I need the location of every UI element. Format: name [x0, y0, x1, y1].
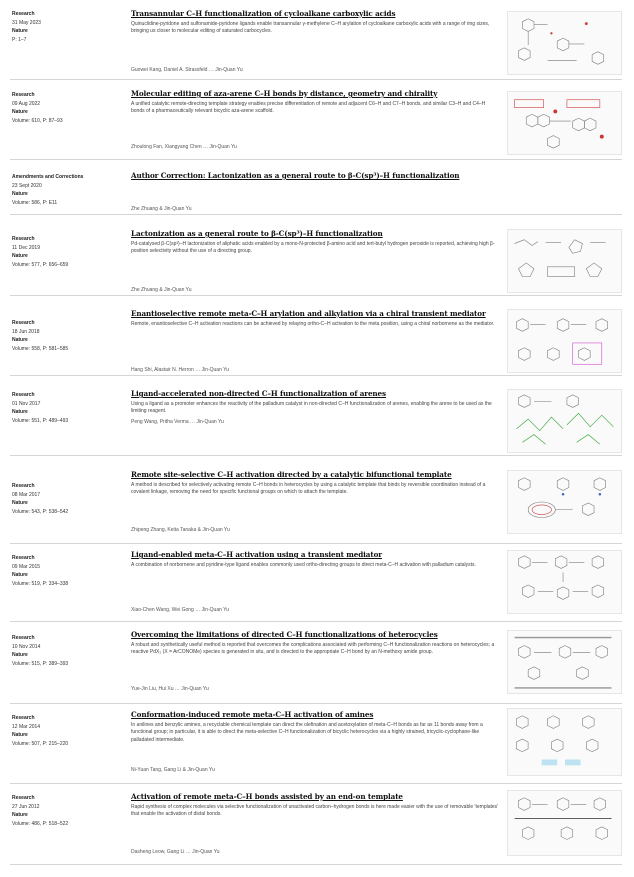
volume-pages: Volume: 519, P: 334–338 [12, 580, 69, 587]
article-item [10, 169, 622, 215]
volume-pages: Volume: 486, P: 518–522 [12, 820, 69, 827]
publish-date: 23 Sept 2020 [12, 182, 42, 189]
article-authors: Yue-Jin Liu, Hui Xu … Jin-Quan Yu [131, 686, 209, 692]
article-title-link[interactable]: Ligand-accelerated non-directed C–H functionalization of arenes [131, 389, 386, 398]
article-summary: Quinuclidine-pyridone and sulfonamide-pyridone ligands enable transannular γ-methylene C–H arylation of cycloalkane carboxylic acids with a range of ring sizes, bringing us closer to molecular editing of saturated carbocycles. [131, 21, 490, 35]
article-type: Research [12, 392, 35, 398]
article-summary: A method is described for selectively activating remote C–H bonds in heterocycles by using a catalytic template that binds by reversible coordination instead of a covalent linkage, removing the need for specific functional groups on which to attach the template. [131, 482, 486, 496]
article-authors: Zhe Zhuang & Jin-Quan Yu [131, 206, 192, 212]
volume-pages: Volume: 507, P: 215–220 [12, 740, 69, 747]
volume-pages: Volume: 586, P: E11 [12, 199, 58, 206]
article-body [131, 550, 499, 569]
article-item [10, 624, 622, 704]
article-type: Research [12, 320, 35, 326]
volume-pages: Volume: 558, P: 581–585 [12, 345, 69, 352]
publish-date: 31 May 2023 [12, 19, 41, 26]
article-thumbnail[interactable] [507, 550, 622, 614]
scheme-thumbnail-graphic [508, 390, 621, 452]
publish-date: 18 Jun 2018 [12, 328, 40, 335]
article-body [131, 9, 499, 36]
article-item [10, 784, 622, 865]
journal-name: Nature [12, 28, 28, 34]
article-authors: Zhe Zhuang & Jin-Quan Yu [131, 287, 192, 293]
article-meta [12, 235, 122, 269]
article-item [10, 385, 622, 456]
journal-name: Nature [12, 337, 28, 343]
scheme-thumbnail-graphic [508, 12, 621, 74]
article-authors: Peng Wang, Pritha Verma … Jin-Quan Yu [131, 419, 224, 425]
article-thumbnail[interactable] [507, 708, 622, 776]
article-body [131, 89, 499, 116]
scheme-thumbnail-graphic [508, 791, 621, 855]
article-summary: Using a ligand as a promoter enhances the reactivity of the palladium catalyst in non-directed C–H functionalization of arenes, enabling the arene to be used as the limiting reagent. [131, 401, 492, 415]
article-type: Research [12, 92, 35, 98]
journal-name: Nature [12, 109, 28, 115]
article-body [131, 389, 499, 416]
article-thumbnail[interactable] [507, 470, 622, 534]
journal-name: Nature [12, 812, 28, 818]
volume-pages: Volume: 543, P: 538–542 [12, 508, 69, 515]
article-authors: Zhipeng Zhang, Keita Tanaka & Jin-Quan Yu [131, 527, 230, 533]
article-type: Research [12, 236, 35, 242]
article-summary: Remote, enantioselective C–H activation reactions can be achieved by relaying ortho-C–H activation to the meta position, using a chiral norbornene as the mediator. [131, 321, 495, 327]
article-thumbnail[interactable] [507, 91, 622, 155]
journal-name: Nature [12, 732, 28, 738]
volume-pages: Volume: 577, P: 656–659 [12, 261, 69, 268]
scheme-thumbnail-graphic [508, 92, 621, 154]
volume-pages: Volume: 610, P: 87–93 [12, 117, 63, 124]
article-meta [12, 634, 122, 668]
publish-date: 11 Dec 2019 [12, 244, 40, 251]
article-item [10, 464, 622, 544]
article-meta [12, 482, 122, 516]
article-body [131, 229, 499, 256]
volume-pages: Volume: 551, P: 489–493 [12, 417, 69, 424]
article-thumbnail[interactable] [507, 11, 622, 75]
article-item [10, 225, 622, 296]
article-thumbnail[interactable] [507, 389, 622, 453]
article-summary: Pd-catalysed β-C(sp³)–H lactonization of aliphatic acids enabled by a mono-N-protected β-amino acid and tert-butyl hydrogen peroxide is reported, achieving high β-position selectivity without the use of a directing group. [131, 241, 495, 255]
article-title-link[interactable]: Transannular C–H functionalization of cycloalkane carboxylic acids [131, 9, 396, 18]
journal-name: Nature [12, 572, 28, 578]
article-summary: A combination of norbornene and pyridine-type ligand enables commonly used ortho-directing groups to direct meta-C–H activation with palladium catalysts. [131, 562, 476, 568]
article-meta [12, 391, 122, 425]
volume-pages: Volume: 515, P: 389–393 [12, 660, 69, 667]
article-item [10, 9, 622, 80]
article-body [131, 470, 499, 497]
article-authors: Xiao-Chen Wang, Wei Gong … Jin-Quan Yu [131, 607, 230, 613]
article-meta [12, 91, 122, 125]
article-type: Research [12, 483, 35, 489]
article-meta [12, 794, 122, 828]
publish-date: 08 Mar 2017 [12, 491, 41, 498]
article-meta [12, 554, 122, 588]
article-summary: Rapid synthesis of complex molecules via selective functionalization of unactivated carbon–hydrogen bonds is here made easier with the use of removable 'templates' that enable the activation of distal bonds. [131, 804, 499, 818]
article-summary: A unified catalytic remote-directing template strategy enables precise differentiation of remote and adjacent C6–H and C7–H bonds, and similar C3–H and C4–H bonds of a pharmaceutically relevant bicyclic aza-arene scaffold. [131, 101, 486, 115]
article-type: Research [12, 11, 35, 17]
journal-name: Nature [12, 409, 28, 415]
scheme-thumbnail-graphic [508, 310, 621, 372]
article-title-link[interactable]: Author Correction: Lactonization as a general route to β-C(sp³)–H functionalization [131, 171, 460, 180]
article-body [131, 309, 499, 328]
article-item [10, 89, 622, 160]
article-title-link[interactable]: Remote site-selective C–H activation directed by a catalytic bifunctional template [131, 470, 452, 479]
journal-name: Nature [12, 191, 28, 197]
publish-date: 01 Nov 2017 [12, 400, 41, 407]
article-authors: Dasheng Leow, Gang Li … Jin-Quan Yu [131, 849, 220, 855]
article-thumbnail[interactable] [507, 790, 622, 856]
article-title-link[interactable]: Molecular editing of aza-arene C–H bonds by distance, geometry and chirality [131, 89, 438, 98]
article-type: Research [12, 795, 35, 801]
publish-date: 10 Nov 2014 [12, 643, 41, 650]
article-body [131, 792, 499, 819]
article-title-link[interactable]: Activation of remote meta-C–H bonds assisted by an end-on template [131, 792, 403, 801]
scheme-thumbnail-graphic [508, 471, 621, 533]
article-summary: A robust and synthetically useful method is reported that overcomes the complications associated with performing C–H functionalization reactions on heterocycles; a reactive PdX₂ (X = ArCONOMe) species is generated in situ, and is directed to the appropriate C–H bond by an N-methoxy amide group. [131, 642, 495, 656]
article-meta [12, 319, 122, 353]
scheme-thumbnail-graphic [508, 551, 621, 613]
article-authors: Zhoulong Fan, Xiangyang Chen … Jin-Quan Yu [131, 144, 237, 150]
article-authors: Ni-Yuan Tang, Gang Li & Jin-Quan Yu [131, 767, 215, 773]
scheme-thumbnail-graphic [508, 709, 621, 775]
article-title-link[interactable]: Conformation-induced remote meta-C–H activation of amines [131, 710, 374, 719]
article-type: Research [12, 635, 35, 641]
article-meta [12, 10, 122, 44]
article-body [131, 171, 499, 180]
article-item [10, 704, 622, 784]
article-body [131, 710, 499, 744]
article-title-link[interactable]: Ligand-enabled meta-C–H activation using a transient mediator [131, 550, 382, 559]
article-authors: Hang Shi, Alastair N. Herron … Jin-Quan Yu [131, 367, 230, 373]
publish-date: 09 Mar 2015 [12, 563, 41, 570]
journal-name: Nature [12, 652, 28, 658]
article-meta [12, 714, 122, 748]
scheme-thumbnail-graphic [508, 230, 621, 292]
article-summary: In anilines and benzylic amines, a recyclable chemical template can direct the olefination and acetoxylation of meta-C–H bonds as far as 11 bonds away from a functional group; in particular, it is able to direct the meta-selective C–H functionalization of bicyclic heterocycles via a highly strained, tricyclic-cyclophane-like palladated intermediate. [131, 722, 483, 743]
article-thumbnail[interactable] [507, 630, 622, 694]
article-authors: Guowei Kang, Daniel A. Strassfeld … Jin-Quan Yu [131, 67, 243, 73]
article-type: Research [12, 715, 35, 721]
article-item [10, 544, 622, 622]
article-meta [12, 173, 122, 207]
article-thumbnail[interactable] [507, 309, 622, 373]
journal-name: Nature [12, 500, 28, 506]
publish-date: 12 Mar 2014 [12, 723, 41, 730]
journal-name: Nature [12, 253, 28, 259]
scheme-thumbnail-graphic [508, 631, 621, 693]
article-item [10, 305, 622, 376]
article-body [131, 630, 499, 657]
article-title-link[interactable]: Overcoming the limitations of directed C–H functionalizations of heterocycles [131, 630, 438, 639]
publish-date: 09 Aug 2022 [12, 100, 41, 107]
article-thumbnail[interactable] [507, 229, 622, 293]
article-title-link[interactable]: Lactonization as a general route to β-C(sp³)–H functionalization [131, 229, 383, 238]
volume-pages: P: 1–7 [12, 36, 27, 43]
article-type: Research [12, 555, 35, 561]
article-title-link[interactable]: Enantioselective remote meta-C–H arylation and alkylation via a chiral transient mediator [131, 309, 486, 318]
article-type: Amendments and Corrections [12, 174, 84, 180]
publish-date: 27 Jun 2012 [12, 803, 40, 810]
